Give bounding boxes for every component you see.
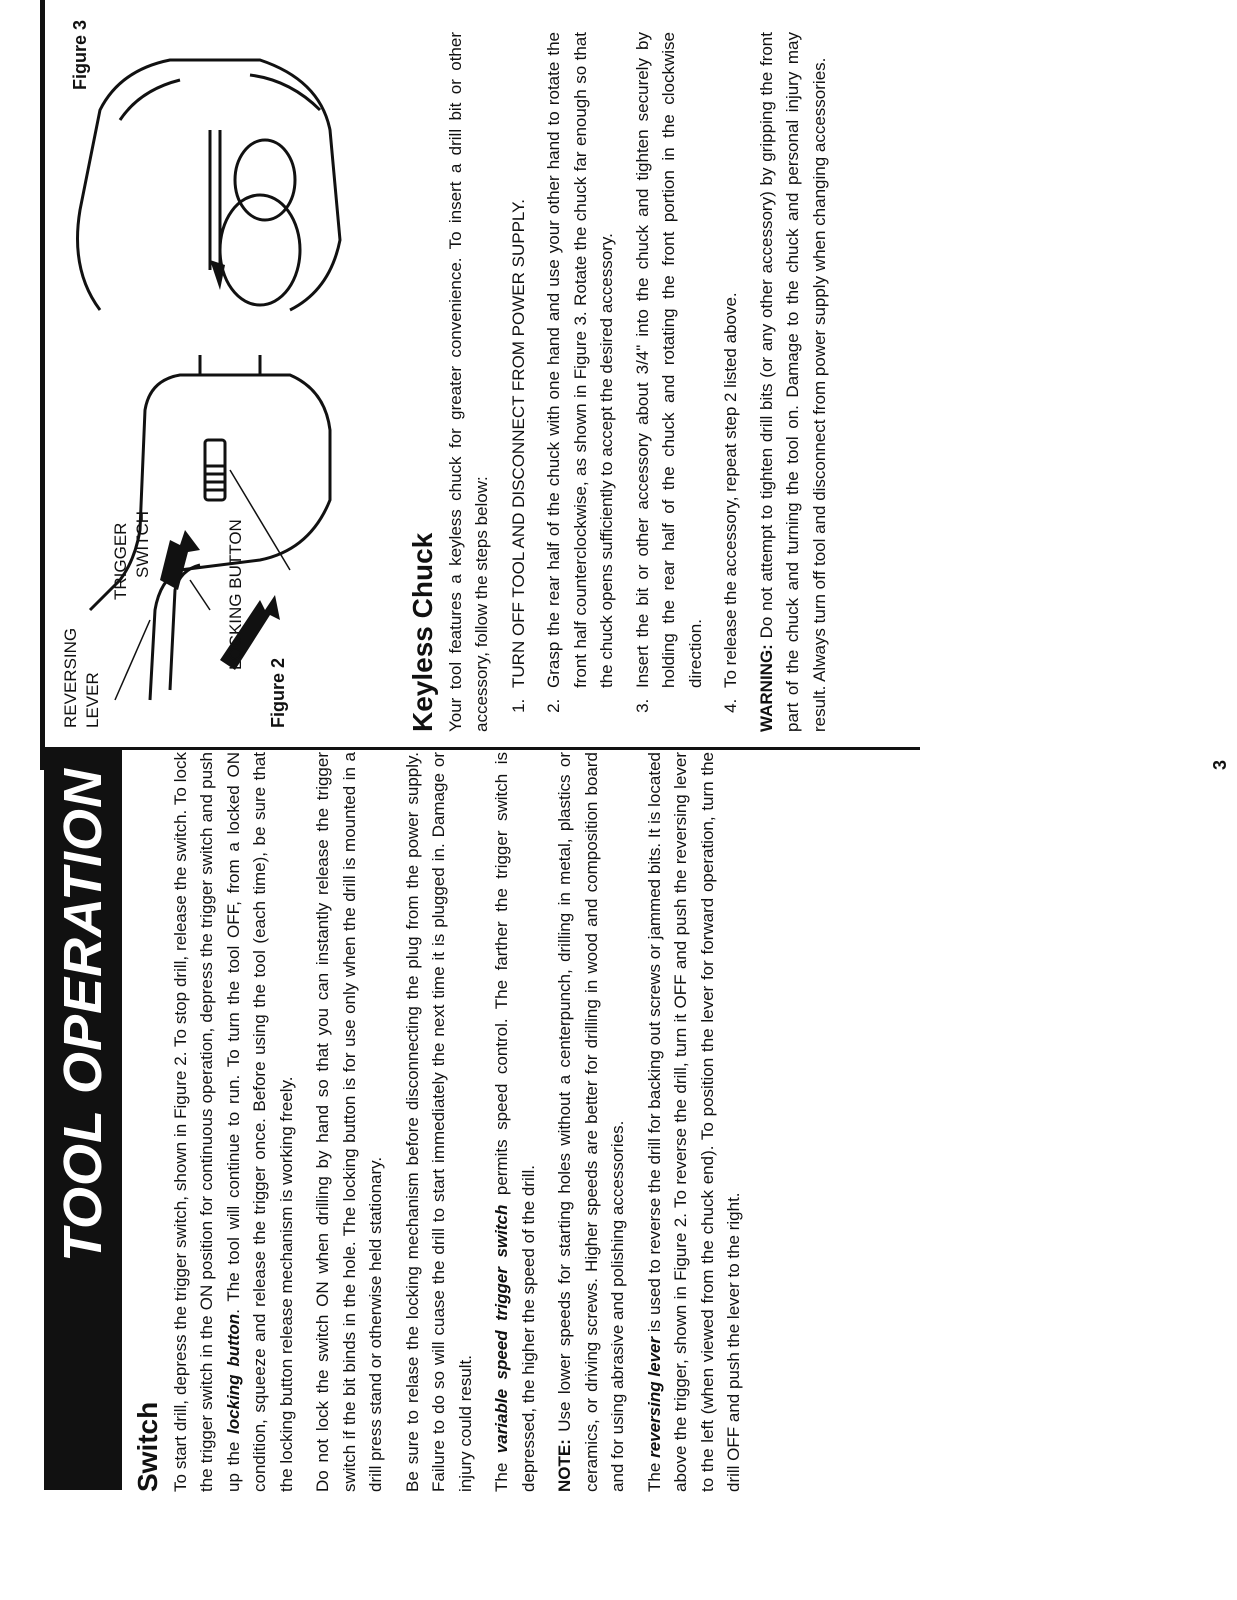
page-title: TOOL OPERATION (53, 768, 113, 1263)
chuck-hand-drawing (78, 60, 341, 310)
text: . The tool will continue to run. To turn the tool OFF, from a locked ON condition, squeeze and release the trigger once. Before using the tool (each time), be sure that the locking button release mechanism is working freely. (223, 752, 296, 1492)
emphasis-reversing-lever: reversing lever (644, 1336, 664, 1458)
switch-paragraph-3: Be sure to relase the locking mechanism before disconnecting the plug from the power supply. Failure to do so will cuase the drill to start immediately the next time it is plugged in. Damage or injury could result. (402, 752, 475, 1492)
text: is used to reverse the drill for backing out screws or jammed bits. It is located above the trigger, shown in Figure 2. To reverse the drill, turn it OFF and push the reversing lever to the left (when viewed from the chuck end). To position the lever for forward operation, turn the drill OFF and push the lever to the right. (644, 752, 743, 1492)
frame-rule-divider (40, 747, 920, 750)
switch-paragraph-6 (642, 752, 748, 1492)
switch-section (132, 752, 758, 1492)
warning-label: WARNING: (756, 644, 776, 732)
text: The (492, 1453, 511, 1492)
figure-2-label: Figure 2 (268, 657, 288, 728)
callout-trigger-switch (110, 511, 154, 600)
callout-reversing-lever (60, 628, 104, 728)
callout-text: SWITCH (133, 510, 152, 578)
switch-paragraph-2: Do not lock the switch ON when drilling by hand so that you can instantly release the trigger switch if the bit binds in the hole. The locking button is for use only when the drill is mounted in a drill press stand or otherwise held stationary. (313, 752, 385, 1492)
figure-3-label: Figure 3 (70, 19, 90, 90)
warning-paragraph (754, 32, 834, 732)
text: The (644, 1457, 664, 1492)
keyless-intro: Your tool features a keyless chuck for greater convenience. To insert a drill bit or other accessory, follow the steps below: (445, 32, 491, 732)
emphasis-locking-button: locking button (223, 1313, 243, 1434)
emphasis-variable-speed: variable speed trigger switch (492, 1204, 511, 1454)
list-item: 4. To release the accessory, repeat step 2 listed above. (718, 32, 745, 694)
frame-rule-top (40, 0, 45, 770)
text: To start drill, depress the trigger switch, shown in Figure 2. To stop drill, release the switch. To lock the trigger switch in the ON position for continuous operation, depress the trigger switch and push up the (170, 752, 243, 1492)
list-item: 2. Grasp the rear half of the chuck with one hand and use your other hand to rotate the front half counterclockwise, as shown in Figure 3. Rotate the chuck far enough so that the chuck opens sufficiently to accept the desired accessory. (541, 32, 621, 694)
keyless-chuck-heading: Keyless Chuck (407, 532, 438, 732)
keyless-steps (506, 32, 745, 732)
text: permits speed control. The farther the trigger switch is depressed, the higher the speed of the drill. (492, 752, 538, 1492)
note-paragraph (552, 752, 632, 1492)
callout-text: TRIGGER (111, 522, 130, 600)
text: Use lower speeds for starting holes without a centerpunch, drilling in metal, plastics or ceramics, or driving screws. Higher speeds are better for drilling in wood and composition board and for using abrasive and polishing accessories. (555, 752, 627, 1492)
figure-3-illustration (60, 30, 360, 330)
switch-paragraph-4 (489, 752, 542, 1492)
switch-heading: Switch (132, 1401, 163, 1492)
callout-text: LEVER (83, 672, 102, 728)
rotation-arrow-icon (210, 260, 225, 290)
keyless-chuck-section (407, 32, 843, 732)
note-label: NOTE: (555, 1439, 574, 1492)
callout-locking-button: LOCKING BUTTON (226, 519, 245, 670)
callout-text: REVERSING (61, 627, 80, 728)
switch-paragraph-1 (168, 752, 301, 1492)
text: Do not attempt to tighten drill bits (or any other accessory) by gripping the front part of the chuck and turning the tool on. Damage to the chuck and personal injury may result. Always turn off tool and disconnect from power supply when changing accessories. (756, 32, 829, 732)
arrow-icon (160, 530, 280, 670)
page-number: 3 (1210, 759, 1230, 770)
list-item: 3. Insert the bit or other accessory about 3/4" into the chuck and tighten securely by holding the rear half of the chuck and rotating the front portion in the clockwise direction. (630, 32, 710, 694)
list-item: 1. TURN OFF TOOL AND DISCONNECT FROM POWER SUPPLY. (506, 32, 533, 694)
page-title-banner (44, 750, 122, 1490)
